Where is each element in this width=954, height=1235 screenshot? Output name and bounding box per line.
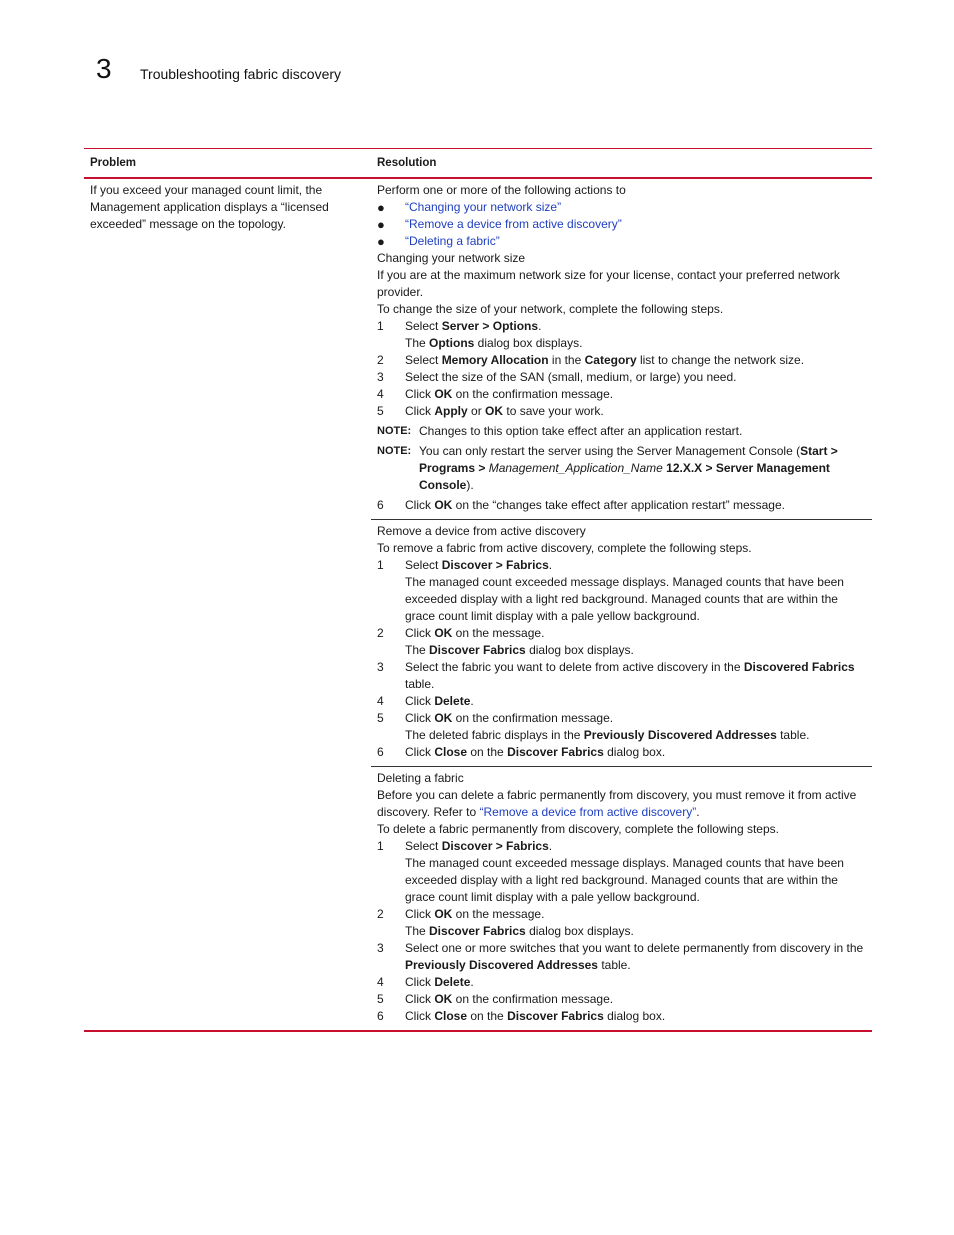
step: 2 Click OK on the message.: [377, 626, 545, 640]
step: 3 Select one or more switches that you want to delete permanently from discovery in the Previously Discovered Addresses table.: [377, 941, 864, 972]
list-item: [377, 233, 866, 250]
step-detail: The managed count exceeded message displays. Managed counts that have been exceeded display with a light red background. Managed counts that are within the grace count limit display with a pale yellow background.: [405, 856, 844, 904]
chapter-number: 3: [96, 53, 112, 84]
note-label: NOTE:: [377, 445, 412, 457]
step-text: .: [538, 319, 542, 333]
step: 2 Select Memory Allocation in the Category list to change the network size.: [377, 353, 805, 367]
step: 5 Click OK on the confirmation message.: [377, 711, 614, 725]
bullet-icon: ●: [377, 234, 385, 249]
resolution-cell: [371, 179, 872, 1030]
paragraph: To delete a fabric permanently from discovery, complete the following steps.: [377, 822, 779, 836]
troubleshooting-table: [84, 148, 872, 1032]
step: 4 Click Delete.: [377, 975, 474, 989]
section-title: Deleting a fabric: [377, 771, 464, 785]
section-title: Changing your network size: [377, 251, 526, 265]
problem-cell: If you exceed your managed count limit, the Management application displays a “licensed exceeded” message on the topology.: [90, 183, 329, 231]
step-number: 1: [377, 319, 384, 333]
note-text: You can only restart the server using the Server Management Console (Start > Programs > Management_Application_Name 12.X.X > Server Management Console).: [419, 444, 838, 492]
step-detail: The deleted fabric displays in the Previously Discovered Addresses table.: [405, 728, 810, 742]
paragraph: To change the size of your network, complete the following steps.: [377, 302, 724, 316]
note: [377, 443, 866, 494]
table-row: [84, 179, 872, 1032]
paragraph: To remove a fabric from active discovery, complete the following steps.: [377, 541, 752, 555]
section-deleting-fabric: [371, 766, 872, 1030]
link-changing-network-size[interactable]: “Changing your network size”: [405, 200, 562, 214]
bullet-icon: ●: [377, 200, 385, 215]
section-title: Remove a device from active discovery: [377, 524, 586, 538]
header-resolution: Resolution: [377, 156, 437, 169]
step: 6 Click OK on the “changes take effect after application restart” message.: [377, 498, 785, 512]
link-remove-device[interactable]: “Remove a device from active discovery”: [405, 217, 622, 231]
resolution-intro: Perform one or more of the following actions to: [377, 183, 626, 197]
link-remove-device[interactable]: “Remove a device from active discovery”: [479, 805, 697, 819]
step-bold: Server > Options: [441, 319, 539, 333]
step: 5 Click Apply or OK to save your work.: [377, 404, 604, 418]
step-detail: The Options dialog box displays.: [405, 336, 583, 350]
chapter-title: Troubleshooting fabric discovery: [140, 66, 342, 82]
step-detail: The managed count exceeded message displays. Managed counts that have been exceeded display with a light red background. Managed counts that are within the grace count limit display with a pale yellow background.: [405, 575, 844, 623]
paragraph: Before you can delete a fabric permanently from discovery, you must remove it from active discovery. Refer to “Remove a device from active discovery”.: [377, 788, 857, 819]
note: [377, 423, 866, 440]
list-item: [377, 216, 866, 233]
note-label: NOTE:: [377, 425, 412, 437]
section-changing-network-size: [371, 179, 872, 519]
step-detail: The Discover Fabrics dialog box displays.: [405, 643, 634, 657]
header-problem: Problem: [90, 156, 137, 169]
step-detail: The Discover Fabrics dialog box displays.: [405, 924, 634, 938]
note-text: Changes to this option take effect after an application restart.: [419, 424, 743, 438]
step: 3 Select the fabric you want to delete from active discovery in the Discovered Fabrics table.: [377, 660, 855, 691]
section-remove-device: [371, 519, 872, 766]
link-deleting-fabric[interactable]: “Deleting a fabric”: [405, 234, 500, 248]
step: 1 Select Discover > Fabrics.: [377, 558, 553, 572]
step: 5 Click OK on the confirmation message.: [377, 992, 614, 1006]
step: 2 Click OK on the message.: [377, 907, 545, 921]
table-header: [84, 148, 872, 179]
step: 6 Click Close on the Discover Fabrics dialog box.: [377, 745, 666, 759]
step: [377, 318, 866, 335]
step: 4 Click Delete.: [377, 694, 474, 708]
bullet-icon: ●: [377, 217, 385, 232]
step: 4 Click OK on the confirmation message.: [377, 387, 614, 401]
step-text: Select: [405, 319, 442, 333]
step: 1 Select Discover > Fabrics.: [377, 839, 553, 853]
step: 3 Select the size of the SAN (small, medium, or large) you need.: [377, 370, 737, 384]
paragraph: If you are at the maximum network size for your license, contact your preferred network provider.: [377, 268, 840, 299]
list-item: [377, 199, 866, 216]
step: 6 Click Close on the Discover Fabrics dialog box.: [377, 1009, 666, 1023]
